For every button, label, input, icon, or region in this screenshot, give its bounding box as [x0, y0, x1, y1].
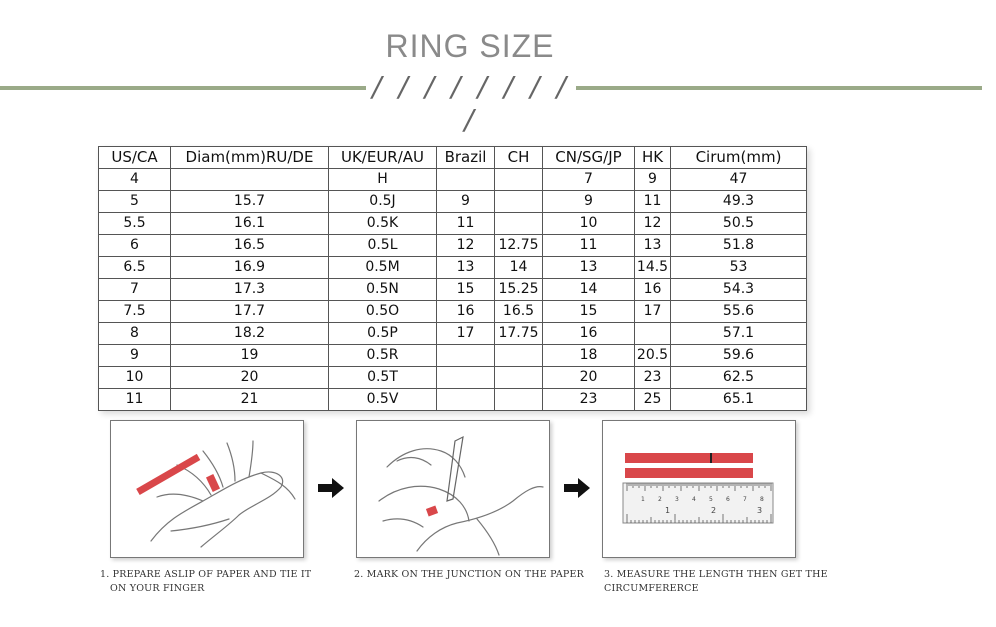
table-row	[99, 257, 807, 279]
column-header: Brazil	[437, 147, 495, 169]
table-cell: 17.3	[171, 279, 329, 301]
step-2-caption	[354, 568, 584, 582]
ruler-top-label: 8	[760, 496, 764, 503]
ruler-top-label: 5	[709, 496, 713, 503]
table-cell: 0.5M	[329, 257, 437, 279]
ruler-top-label: 1	[641, 496, 645, 503]
table-cell	[437, 169, 495, 191]
step-1-caption	[100, 568, 311, 596]
table-cell	[495, 345, 543, 367]
table-cell: 57.1	[671, 323, 807, 345]
table-cell: 6.5	[99, 257, 171, 279]
step-3-caption	[604, 568, 828, 596]
step-2-caption-line1: 2. MARK ON THE JUNCTION ON THE PAPER	[354, 569, 584, 580]
table-cell: 14.5	[635, 257, 671, 279]
arrow-right-icon-2	[564, 478, 590, 498]
ruler-top-label: 3	[675, 496, 679, 503]
paper-ring	[206, 474, 220, 492]
table-cell: 16.9	[171, 257, 329, 279]
table-cell	[495, 191, 543, 213]
table-cell: 13	[543, 257, 635, 279]
table-cell: 25	[635, 389, 671, 411]
table-cell	[437, 389, 495, 411]
hand-with-paper-strip-image	[111, 421, 303, 557]
ruler	[623, 483, 773, 523]
table-cell: 13	[437, 257, 495, 279]
table-row	[99, 279, 807, 301]
step-1-caption-line1: 1. PREPARE ASLIP OF PAPER AND TIE IT	[100, 569, 312, 580]
table-cell: 53	[671, 257, 807, 279]
table-cell	[495, 169, 543, 191]
column-header: US/CA	[99, 147, 171, 169]
table-cell: 65.1	[671, 389, 807, 411]
table-cell: 18	[543, 345, 635, 367]
table-cell	[635, 323, 671, 345]
table-cell: 9	[543, 191, 635, 213]
table-cell: 16.1	[171, 213, 329, 235]
column-header: Cirum(mm)	[671, 147, 807, 169]
table-row	[99, 235, 807, 257]
table-cell: 0.5K	[329, 213, 437, 235]
table-cell: 14	[495, 257, 543, 279]
table-cell: 12	[635, 213, 671, 235]
paper-strip	[136, 454, 200, 495]
table-cell: 59.6	[671, 345, 807, 367]
page-title: RING SIZE	[385, 28, 555, 64]
step-1-illustration	[110, 420, 304, 558]
marking-with-pen-image	[357, 421, 549, 557]
table-cell: 17	[437, 323, 495, 345]
table-row	[99, 367, 807, 389]
table-cell: 9	[99, 345, 171, 367]
table-row	[99, 323, 807, 345]
table-row	[99, 301, 807, 323]
table-cell: 7	[543, 169, 635, 191]
table-cell: 0.5O	[329, 301, 437, 323]
table-cell: 0.5N	[329, 279, 437, 301]
table-cell: 0.5P	[329, 323, 437, 345]
table-cell: 0.5J	[329, 191, 437, 213]
table-cell: 20.5	[635, 345, 671, 367]
step-2-illustration	[356, 420, 550, 558]
ruler-top-label: 6	[726, 496, 730, 503]
table-cell: 0.5T	[329, 367, 437, 389]
table-cell: 12	[437, 235, 495, 257]
table-cell: 8	[99, 323, 171, 345]
table-cell: 16	[635, 279, 671, 301]
table-cell: 16.5	[495, 301, 543, 323]
table-row	[99, 213, 807, 235]
table-cell: 5	[99, 191, 171, 213]
table-cell: 15.25	[495, 279, 543, 301]
table-body	[99, 169, 807, 411]
table-cell: 11	[635, 191, 671, 213]
table-row	[99, 389, 807, 411]
paper-strip-marked	[625, 453, 753, 463]
table-row	[99, 345, 807, 367]
step-3-caption-line1: 3. MEASURE THE LENGTH THEN GET THE	[604, 569, 828, 580]
table-cell: 0.5R	[329, 345, 437, 367]
table-cell	[437, 345, 495, 367]
table-cell	[495, 389, 543, 411]
table-cell: 10	[99, 367, 171, 389]
table-cell: 20	[543, 367, 635, 389]
table-cell: 23	[543, 389, 635, 411]
table-cell: 16	[543, 323, 635, 345]
table-cell	[171, 169, 329, 191]
table-cell: 4	[99, 169, 171, 191]
table-cell: 10	[543, 213, 635, 235]
table-cell: 20	[171, 367, 329, 389]
table-cell: 47	[671, 169, 807, 191]
table-cell: 17.7	[171, 301, 329, 323]
table-cell: 12.75	[495, 235, 543, 257]
ruler-top-label: 2	[658, 496, 662, 503]
ruler-bottom-label: 3	[757, 506, 763, 515]
table-cell: 11	[543, 235, 635, 257]
table-cell: 50.5	[671, 213, 807, 235]
title-rule-right	[576, 86, 982, 90]
ruler-top-label: 7	[743, 496, 747, 503]
title-rule-left	[0, 86, 366, 90]
table-cell	[495, 213, 543, 235]
table-cell: 16	[437, 301, 495, 323]
mark-on-paper	[426, 506, 438, 517]
column-header: CN/SG/JP	[543, 147, 635, 169]
ruler-bottom-label: 1	[665, 506, 671, 515]
table-cell	[495, 367, 543, 389]
table-cell: 9	[635, 169, 671, 191]
table-cell: 15	[543, 301, 635, 323]
step-1-caption-line2: ON YOUR FINGER	[110, 583, 205, 594]
column-header: HK	[635, 147, 671, 169]
table-cell: 17	[635, 301, 671, 323]
table-cell: 15	[437, 279, 495, 301]
table-cell: 15.7	[171, 191, 329, 213]
table-cell: 0.5V	[329, 389, 437, 411]
arrow-right-icon	[318, 478, 344, 498]
table-cell: 55.6	[671, 301, 807, 323]
table-cell: 11	[99, 389, 171, 411]
table-cell: 9	[437, 191, 495, 213]
table-cell: 0.5L	[329, 235, 437, 257]
table-cell: 17.75	[495, 323, 543, 345]
table-cell: 23	[635, 367, 671, 389]
column-header: Diam(mm)RU/DE	[171, 147, 329, 169]
column-header: UK/EUR/AU	[329, 147, 437, 169]
ruler-measurement-image	[603, 421, 795, 557]
table-cell: 49.3	[671, 191, 807, 213]
column-header: CH	[495, 147, 543, 169]
table-cell: 21	[171, 389, 329, 411]
table-cell: H	[329, 169, 437, 191]
ruler-bottom-label: 2	[711, 506, 717, 515]
table-cell: 51.8	[671, 235, 807, 257]
table-cell	[437, 367, 495, 389]
table-header-row	[99, 147, 807, 169]
ruler-top-label: 4	[692, 496, 696, 503]
title-slash-divider: / / / / / / / / /	[372, 70, 570, 136]
table-row	[99, 169, 807, 191]
table-cell: 11	[437, 213, 495, 235]
table-cell: 54.3	[671, 279, 807, 301]
table-cell: 16.5	[171, 235, 329, 257]
table-cell: 5.5	[99, 213, 171, 235]
table-cell: 7.5	[99, 301, 171, 323]
table-cell: 13	[635, 235, 671, 257]
step-3-caption-line2: CIRCUMFERERCE	[604, 583, 699, 594]
table-cell: 62.5	[671, 367, 807, 389]
table-cell: 6	[99, 235, 171, 257]
table-cell: 7	[99, 279, 171, 301]
step-3-illustration	[602, 420, 796, 558]
table-cell: 19	[171, 345, 329, 367]
pen-icon	[447, 437, 463, 501]
table-cell: 18.2	[171, 323, 329, 345]
table-cell: 14	[543, 279, 635, 301]
ring-size-table	[98, 146, 807, 411]
table-row	[99, 191, 807, 213]
